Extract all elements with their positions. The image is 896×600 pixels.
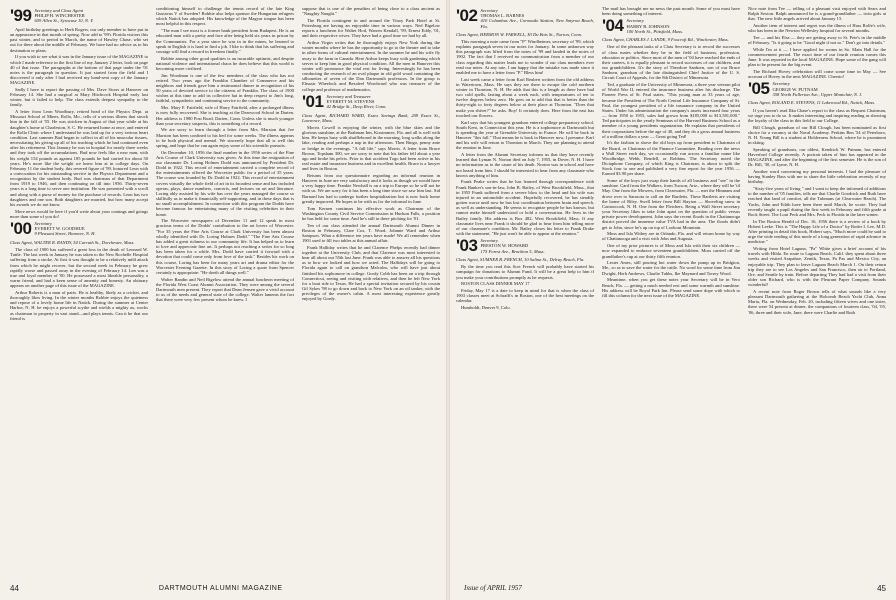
class-agent-line: Class Agent, CHARLES J. LANDE, 9 Foxcroft Rd., Winchester, Mass. [602,37,729,43]
news-paragraph: Frank Peake writes that he has learned through correspondence with Frank Banker's son-in-law, John B. Bailey, of West Brookfield, Mass., that in 1955 Frank suffered from a severe blow to the head and his wife was injured in an automobile accident. Hopefully recovered, he has steadily gotten worse until now he has lost coordination between brain and speech, as well as understanding. He seems to recognize people he has known, but cannot make himself understood or hold a conversation. He lives in the Bailey family. His address is Box 482, West Brookfield, Mass. If any classmate lives near Frank it should be glad to hear from him telling more of our classmate's condition. Mr. Bailey closes his letter to Frank Drake with the statement, "He just won't be able to appear at the reunion." [456,179,594,236]
news-paragraph: Returns from our questionnaire regarding an informal reunion in Hanover in June are very satisfactory and it looks as though we would have a very happy time. Frankie Newhall is on a trip to Europe so he will not be with us. We are sorry for it has been a long time since we saw him last. Sid Barnard has had to undergo further hospitalization but is now back home greatly improved. He hopes to be with us for the informal in June. [302,173,440,204]
officer-role: Secretary and Treasurer [326,93,371,99]
officer-address: 42 Bridge St., Deep River, Conn. [326,104,387,110]
news-paragraph: Mrs. Mary F. Fairfield, wife of Harry Fairfield, after a prolonged illness is now fully recovered. She is teaching at the Dearwood School in Darien. Her address is 1980 Post Road, Darien, Conn. Unless she is much younger than your secretary suspects, this is something of a record. [156,105,294,126]
news-paragraph: Last week came a letter from Karl Reubert written from the old address in Watertown, Mass. He says they are there to escape the cold northern winter in Thornton, N. H. He adds that this is a length as there have had two cold spells, lasting about a week each, with temperatures of ten to twelve degrees below zero. He goes on to add that that is better than the thirty-eight to forty degrees below at their place at Thornton. "Does that make you shiver?" he asks. Boy! It certainly does. Here from the east has touched our flowers. [456,76,594,118]
class-year: '02 [456,6,478,25]
class-heading [302,91,440,111]
news-paragraph: Karl says that his youngest grandson entered college preparatory school, South Kent, in Connecticut this year. He is a sophomore at Dartmouth but is spending the year at Grenoble University in France. He will be back in Hanover "this fall." That means he is back in Hanover now, I presume. Karl and his wife will return to Thornton in March. They are planning to attend the reunion in June. [456,119,594,151]
news-paragraph: Nice note from Tee — telling of a pleasant visit enjoyed with Sears and Ralph Sexton. Ralph announced he is a grand-grandfather — twin girls at that. The new little angels arrived about January 15. [748,6,886,22]
news-paragraph: Lester Ames, still pouring hot water down the pump up in Bridgton, Me., so as to save the water for the cattle. No word for some time from Jim Dwight, Herb Andrews, Charlie Tubbs, Ike Maynard and Torrey Wood. [602,260,740,276]
class-officer [480,8,594,29]
news-paragraph: Tom Kernen continues his effective work as Chairman of the Washington County Civil Service Commission in Hudson Falls, a position he has held for some time. And he's still in there pitching for '01. [302,205,440,221]
right-column-1 [456,6,594,576]
class-heading [456,8,594,29]
news-paragraph: The class of 1900 has suffered a great loss in the death of Leonard W. Tuttle. The last week in January he was taken to the New Rochelle Hospital suffering from a stroke. At first it was thought to be a relatively mild attack from which he might recover, but the second week in February he grew rapidly worse and passed away in the evening of February 14. Len was a true and loyal member of '00. He possessed a most likeable personality, a warm friend, and had a keen sense of amenity and honesty. An obituary appears on another page of this issue of the MAGAZINE. [10,247,148,289]
class-agent-line: Class Agent, HERMON W. FARWELL, $3 Du Bois St., Norton, Conn. [456,31,583,37]
news-paragraph: Arthur Roberts is a man of parts. He is healthy, likely as a cricket, and thoroughly likes living. In the winter months Robbie enjoys the quietness and repose of a lovely home life in Natick. During the summer at Center Harbor, N. H. he enjoys a powerful scythe and wields a mighty ax, works as chairman to property in vast stand—and plays tennis. Can it be that our friend is [10,290,148,321]
class-heading [748,81,886,97]
news-paragraph: Sadly I have to report the passing of Mrs. Dave Storrs at Hanover on February 14. She had a surgical at Mary Hitchcock Hospital early last winter, but it failed to help. The class extends deepest sympathy to the family. [10,86,148,108]
class-officer [34,8,93,24]
news-paragraph: It's the fashion to shove the old boys up from president to Chairman of the Board, or Chairman of the Finance Committee. Reading over the news a Wall Street each day, we occasionally run across a familiar name like Woodbridge, Webb, Rendell, or Robbins. The Secretary noted the Dictaphone Company, of which King is Chairman, is about to split the Stock four to one and published a very fine report for the year 1956 — Earned $3.90 per share. [602,140,740,177]
class-year: '05 [748,79,770,99]
news-paragraph: Bill Clough, grandson of our Bill Clough, has been nominated as first choice for a vacancy at the Naval Academy. Perkins Ben '54 of Peterboro, N. H. Young Bill is a student at Holderness School, where he is prominent in skiing. [748,124,886,146]
right-page [456,6,886,594]
news-paragraph: Some of the boys just swap their hands of all business and "see" in the sunshine. Card from the Walkers, from Tucson, Ariz., where they will be 'til May. One from the Mowers, from Clearwater, Fla. — met the Hinmans and drove over to Sarasota to call on the Bartletts. These Bartletts are visiting the home of Riley. Swell letter from Bill Slayton — Shoveling snow in Contoocook, N. H. One from the Fletchers. Being a Wall Street secretary your Secretary likes to take John apart on the question of public versus private power development. John says the recent floods in the Chattanooga district proved the immense value TVA had in the area. The floods didn't get to John, since he's up on top of Lookout Mountain. [602,178,740,230]
news-paragraph: One of the pleasant tasks of a Class Secretary is to record the successes of class mates whether they be in the field of business, profession, education or politics. Since most of the men of '04 have reached the ends of their careers, it is equally pleasant to record successes of our children, and our grandchildren. It's the story of Theodore Sanborn, son of our Bruce Sanborn, grandson of the late distinguished Chief Justice of the U. S. Circuit Court of Appeals, for the 8th District of Minnesota. [602,44,740,81]
officer-address: 410 Columbus Ave., Coronado Station, New Smyrna Beach, Fla. [480,18,594,29]
page-number: 45 [877,583,886,593]
news-paragraph: Tee — and his Elsa — they are getting away to St. Pete's in the middle of February. "Is it going to be "Good night if not so." Don't go into details." [748,34,886,46]
news-paragraph: A letter from the Alumni Secretary informs us that they have recently learned that Lyman N. Norton died on July 7, 1955, in Dover, N. H. I have no information as to the cause of his death. Norton was in school and have not heard from him. I should be interested to hear from any classmate who knows anything of him. [456,152,594,178]
news-paragraph: More news would be here if you'd write about your comings and goings more than some of you do! [10,208,148,219]
news-paragraph: We are sorry to learn through a letter from Mrs. Marston that Joe Marston has been confined to his bed for some weeks. The illness appears to be both physical and mental. We sincerely hope that all is well this spring, and hope that he can again enjoy some of his scientific pursuits. [156,127,294,148]
officer-role: Secretary and Class Agent [34,8,84,13]
news-paragraph: "The man I see most is a former bank president from Budapest. He is an educated man with a pretty and face after being held six years in prison by the Communists. For a year since he was in in the mines, he learned to speak in English it is hard to find a job. I like to think that his suffering and courage will find a reward in freedom finally." [156,28,294,54]
officer-name: PHILIP H. WINCHESTER [34,13,85,19]
left-column-1 [10,6,148,576]
news-paragraph: Humboldt, Denver 9, Colo. [461,305,511,311]
news-paragraph: By the time you read this Scot French will probably have started his campaign for donations to Alumni Fund. It will be a great help to him if you make your contributions promptly as he requests. [456,264,594,280]
class-officer [772,81,862,97]
class-agent-line: Class Agent, WALTER R. RANDY, 54 Carruth St., Dorchester, Mass. [10,240,135,245]
officer-role: Secretary [480,8,498,13]
news-paragraph: "Sixty-five years of living " and I want to keep the informed of additions to the number of '05 families, tells me that Charlie Goodrich and Ruth have reached that land of comfort, all the Tubmans (at Clearwater Beach). The Yacks, John and Edith have been there until March, he wrote. They had recently taught a pupil during the first week in February and fifth grade at Rock Street. The Loui Peck and Mrs. Peck to Florida in the later winter. [748,186,886,217]
class-year: '01 [302,91,324,111]
magazine-title: DARTMOUTH ALUMNI MAGAZINE [158,584,283,592]
news-paragraph: A letter from Leon Woodbury, retired head of the Physics Dept. at Missouri School of Mines, Rolla, Mo., tells of a serious illness that struck him in the fall of '55. He was stricken in August of that year while at his daughter's home at Charleston, S. C. He returned home at once, and entered the Rolla Clinic where I understand he was laid up for a very serious heart condition. Last summer Bud began to collect in all of his muscular tissues, necessitating his giving up all of his teaching which he had continued even after his retirement. This January he was in hospital for nearly three weeks and they took off the accumulations. Bud now feels like a new man, with his weight 154 pounds as against 185 pounds he had carried for about 50 years. He's more like the weight we knew him at in college days. On February 11 the student body, this revered figure of '99, honored Leon with a convocation for his outstanding service in the Physics Department and a recognition by the student body. Bud was chairman of that Department from 1919 to 1946, and then continuing on till into 1956. Thirty-seven years is a long time to serve one institution. He was presented with a scroll and along with a purse of money for the purchase of records. Leon has two daughters and one son. Both daughters are married, but how many accept his awards we do not know. [10,109,148,207]
news-paragraph: Meantime, when you get these notes your Secretary will be in Vero Beach, Fla. — getting a much needed rest and some warmth and sunshine. His address will be Royal Park Inn. Please send some dope with which to fill this column for the next issue of the MAGAZINE. [602,277,740,298]
officer-address: 175 Forest Ave., Brockton 5, Mass. [480,248,545,254]
class-year: '04 [602,16,624,36]
class-officer [326,94,386,110]
left-column-2 [156,6,294,576]
left-footer [10,582,440,594]
news-paragraph: Arthur Virgin writes that he thoroughly enjoys New York during the winter months where he has the opportunity to go to the theatre and to take in other forms of cultural entertainment. In the summer he and his wife fly away to the farm in Canada. Here Arthur keeps busy with gardening which serves to keep him in good physical condition. All the men in Hanover this winter will pronounce the vital rest for living. Interestingly he has been conducting the research of an oval plaque in old gold wood containing the silhouettes of seven of the Dan Dartmouth professors. In the group is Eleazar Wheelock and Bezaleel Woodward who was treasurer of the college and professor of mathematics. [302,40,440,92]
officer-name: GEORGE W. PUTNAM [772,86,818,92]
right-column-3 [748,6,886,576]
news-paragraph: Morris Cowell is enjoying the winter, with the blue skies and the glorious sunshine, at the Brabman Inn, Kissimmee, Fla. and all is well with him. He keeps busy with shuffleboard in the morning, long walks along the lake, reading and perhaps a nap in the afternoon. Then Bingo, penny ante or bridge in the evenings. "A full life," says Morris. A letter from Bruce Brown, Topsham 300, we are sorry to note that his father fell about a year ago and broke his pelvis. Prior to that accident Togo had been active in his real estate and insurance business and in excellent health. Bruce is a lawyer and lives in Boston. [302,125,440,172]
news-paragraph: BOSTON CLASS DINNER MAY 17 [461,281,530,287]
news-paragraph: Moss and Isla Withey are in Orlando, Fla. and will return home by way of Chattanooga and a visit with John and Augusta. [602,231,740,242]
officer-role: Secretary [626,18,644,24]
news-paragraph: April birthday greetings to Herb Rogers, our only member to have put in an appearance in that month of spring. Now add to '99's Florida visitors this past winter, and to period in March, the name of Hawley Chase, who set out for there about the middle of February. We have had no advice as to his destination or plans. [10,27,148,53]
news-paragraph: Jim Woodman is one of the few members of the class who has not retired. Two years ago the Franklin Chamber of Commerce and his neighbors and friends gave him a testimonial dinner in recognition of his 50 years of devoted service to the citizens of Franklin. The class of 1900 wishes at this time to add its collective hat in deep respect to Jim's long, faithful, sympathetic and continuing service to the community. [156,72,294,104]
news-paragraph: This morning a note came from "P" Windheimer, secretary of '99, which explains paragraph seven in our notes for January. In some unknown way this paragraph was lifted from the notes of '99 and landed in the notes of 1902. The fact that I received no communication from a member of our class regarding this matter leads me to wonder if our class members ever read our notes. At any rate, I am happy that the mistake was made since it enabled me to have a letter from "P." Bless him! [456,38,594,75]
news-paragraph: conditioning himself to challenge the tennis record of the late King Gustavus V of Sweden? Robbie also helps sponsor the Hungarian refugees which Natick has adopted. His knowledge of the Magyar tongue has been most helpful in this respect. [156,6,294,27]
officer-name: EVERETT W. GOODHUE [34,226,85,232]
officer-role: Secretary [34,221,52,226]
news-paragraph: Speaking of grandsons, our oldest, Kendrick W. Putnam, has entered Haverford College recently. A portrait taken of him has appeared in the MAGAZINE, and after the beginning of the first semester. He is the son of Dr. Bill, '30, of Lyme, N. H. [748,146,886,168]
news-paragraph: If you haven't read Ilka Chase's report to the class as Bequest Chairman, we urge you to do so. It makes interesting and inspiring reading as showing the loyalty of the class in this field to our College. [748,107,886,123]
officer-role: Secretary [480,238,498,244]
news-paragraph: The Richard Hovey celebration will come some time in May — See account of Hovey in the next MAGAZINE. Cheerio! [748,69,886,80]
class-heading [456,238,594,254]
page-number: 44 [10,583,19,593]
officer-name: PRESTON W. HOWARD [480,243,529,249]
news-paragraph: On December 10, 1956 the final number in the 1956 series of the Fine Arts Course of Clark University was given. At this time the resignation of our classmate Dr. Loring Holmes Dodd was announced by President Dr. Dodd in 1922. This record of entertainment carried a complete record of the entertainments offered the Worcester public for a period of 35 years. The course was founded by Dr. Dodd in 1922. This record of entertainment covers virtually the whole field of art in its broadest sense and has included operas, plays, dance numbers, concerts, and lectures on art and literature. Loring ably assisted by his wife has over the years managed the course so skillfully as to make it financially self-supporting, and in these days that is no small accomplishment. In connection with this program the Dodds have become famous for entertaining many of the visiting celebrities in their home. [156,149,294,217]
news-paragraph: Ted, a graduate of the University of Minnesota, a three year veteran pilot of World War II, entered the insurance business after his discharge. The Pioneer Press of St. Paul states, "This young man at 33 years of age, became the President of The North Central Life Insurance Company of St. Paul, the youngest president of a life insurance company in the United States. Under his administration the company's assets increased four years — from 1950 to 1955, sales had grown from $185,000 to $13,581,000." Ted participates in the yearly Seminars of the Harvard Business School as a member of a young presidents organization. He explains that presidents of their corporations before the age of 40, and they do a gross annual business of a million dollars a year — Great going Ted! [602,82,740,139]
issue-date: Issue of APRIL 1957 [464,584,522,592]
right-column-2 [602,6,740,576]
class-officer [626,18,683,34]
news-paragraph: A recent note from Roger Brown tells of what sounds like a very pleasant Dartmouth gathering at the Holcomb Beach Yacht Club, Anna Maria, Fla. on Wednesday, Feb. 20, including fifteen wives and one sister, there were 54 present at dinner, the companions of fourteen class, '04, '05, '06, three and their wife, Jane, there were Charlie and Ruth [748,288,886,315]
news-paragraph: Robbie among other good qualities is an incurable optimist, and despite national violence and international chaos he does believe that this world is becoming more civilized. [156,55,294,71]
news-paragraph: The mail has brought me no news the past month. Some of you must have been doing something of interest. [602,6,740,17]
book-gutter [446,0,450,600]
left-page [10,6,440,594]
class-heading [10,8,148,24]
class-agent-line: Class Agent, SUMNER B. FRENCH, 10 Salina St., Delray Beach, Fla. [456,257,585,263]
officer-name: THOMAS L. BARNES [480,13,525,19]
officer-address: 100 North St., Pittsfield, Mass. [626,28,684,34]
news-paragraph: While I'm at it — I have applied for rooms in So. Main Hall for the commencement period. The exact time of our fourth reunion comes this June. It was reported in the local MAGAZINE. Hope some of the gang will plan to be present for the big event. [748,46,886,68]
news-paragraph: The Florida contingent in and around the Vinoy Park Hotel at St. Petersburg are having an enjoyable time in various ways. Ned Bigelow reports a luncheon for Walter Hod, Warren Kendall, '99, Ernest Eddy, '01, and their respective wives. They have had a good time we had by all. [302,17,440,39]
news-paragraph: suppose that is one of the penalties of being close to a class ancient as "Naughty Naught." [302,6,440,17]
class-officer [34,221,95,237]
class-officer [480,238,544,254]
class-heading [10,221,148,237]
class-year: '99 [10,6,32,25]
officer-name: EVERETT M. STEVENS [326,98,375,104]
officer-address: 358 North Fullerton Ave., Upper Montclair, N. J. [772,91,863,97]
officer-address: 9 Pleasant Street, Hanover, N. H. [34,231,96,237]
news-paragraph: Friday, May 17 is a date to keep in mind for that is when the class of 1903 classes meet at Schrafft's in Boston, one of the best meetings on the calendar. [456,288,594,304]
officer-name: HARRY B. JOHNSON [626,23,670,29]
officer-address: 659 Allen St., Syracuse 10, N. Y. [34,18,94,24]
officer-role: Secretary [772,81,790,87]
class-agent-line: Class Agent, ROLAND E. STEVENS, 11 Lakewood Rd., Natick, Mass. [748,100,876,106]
news-paragraph: If you wish to see what it was in the January issue of the MAGAZINE to which I made reference in the first line of my January 2 letter, look on page 40 of that issue. The paragraphs at the bottom of that page under the '01 notes is the paragraph in question. It just started from the field and I discovered it only after I had received my hand-sent copy of the January MAGAZINE. [10,54,148,86]
news-paragraph: Walter Randin and Ned Bigelow attend the annual luncheon meeting of the Florida West Coast Alumni Association. They were among the several Dartmouth men present. They report that Dean Jensen gave a vivid account to us of the needs and general state of the college. Walter laments the fact that there were very few present whom he knew. I [156,276,294,303]
news-paragraph: In The Boston Herald of Dec. 16, 1956 there is a review of a book by Hobert Leeke. This is "The Happy Life of a Doctor" by Roder I. Lee, M.D. After printing in detail this book, Hobert says, "Much more could be said to urge the wide reading of this mode of a long generation of rapid advance in medicine." [748,218,886,245]
news-paragraph: Ten of our class attended the annual Dartmouth Alumni Dinner in Boston in February, Clare Cox, T. Wood, Johnnie Ward and Arthur Sampson. What a difference ten years have made! We all remember when 1901 used to fill two tables at this annual affair. [302,222,440,244]
news-paragraph: Another item of interest and regret was the illness of Hass Rolfe's wife, who has been in the Newton Wellesley hospital for several months. [748,23,886,34]
left-column-3 [302,6,440,576]
news-paragraph: The Worcester newspapers of December 11 and 12 speak in most gracious terms of the Dodds' contribution to the art lovers of Worcester. "For 35 years the Fine Arts Course at Clark University has been almost wholly identified with Dr. Loring Holmes Dodd." "The Fine Arts Course has added a great richness to our community life. It has helped us to learn to love and appreciate fine art. It perhaps not reaching a series for so long has been taken for a while. Mrs. Dodd have carried it forward with a devotion that could come only from love of the task." Besides his work on this course, Loring has been for many years art and drama editor for the Worcester Evening Gazette. In this story of Loring a quote from Spencer certainly is appropriate: "He doeth all things well." [156,218,294,275]
class-year: '00 [10,219,32,238]
news-paragraph: Writing from Hotel Laguna, "Pa" White gives a brief account of his travels with Hilda. En route to Laguna Beach, Calif. they spent about three weeks and visited Arapahoe, Zenith, Texas, Pa Pas and Mexico City, an enjoyable trip. They plan to leave Laguna Beach March 1. On their return trip they are to see Los Angeles and San Francisco, then on to Portland, Ore. and Seattle by train. Before departing They had had a visit from their older son Richard, who is with the Fleurant Paper Company. Sounds wonderful! [748,246,886,288]
news-paragraph: Frank Halliday writes that he and Clarence Phelps recently had dinner together at the University Club, and that Clarence was most interested to hear all about our 55th last June. Frank was able to answer all his questions as to how we looked and how we acted. The Hallidays will be going to Florida again to call on grandson Malcolm, who will have just about finished his sophomore in college. Gordy Cobb has been on a trip through Connecticut, seeing and visiting with relatives, and then he left New York for a boat ride to Texas. He had a special invitation secured by his cousin Gil Sykes '98 to go down and back to New York on an oil tanker, with the privileges of the owner's cabin. A most interesting experience greatly enjoyed by Gordy. [302,244,440,302]
news-paragraph: One of my prior pictures is of Moss and Isla with their six children — now expanded to embrace seventeen grandchildren. Moss carried off the grandfather's cup at our thirty fifth reunion. [602,243,740,259]
class-year: '03 [456,236,478,256]
news-paragraph: Another word concerning my personal interests. I had the pleasure of having Stanley Bass with me to share the little celebration recently of my birthday. [748,169,886,185]
class-agent-line: Class Agent, RICHARD WARD, Essex Savings Bank, 209 Essex St., Lawrence, Mass. [302,112,440,123]
right-footer [456,582,886,594]
class-heading [602,18,740,34]
